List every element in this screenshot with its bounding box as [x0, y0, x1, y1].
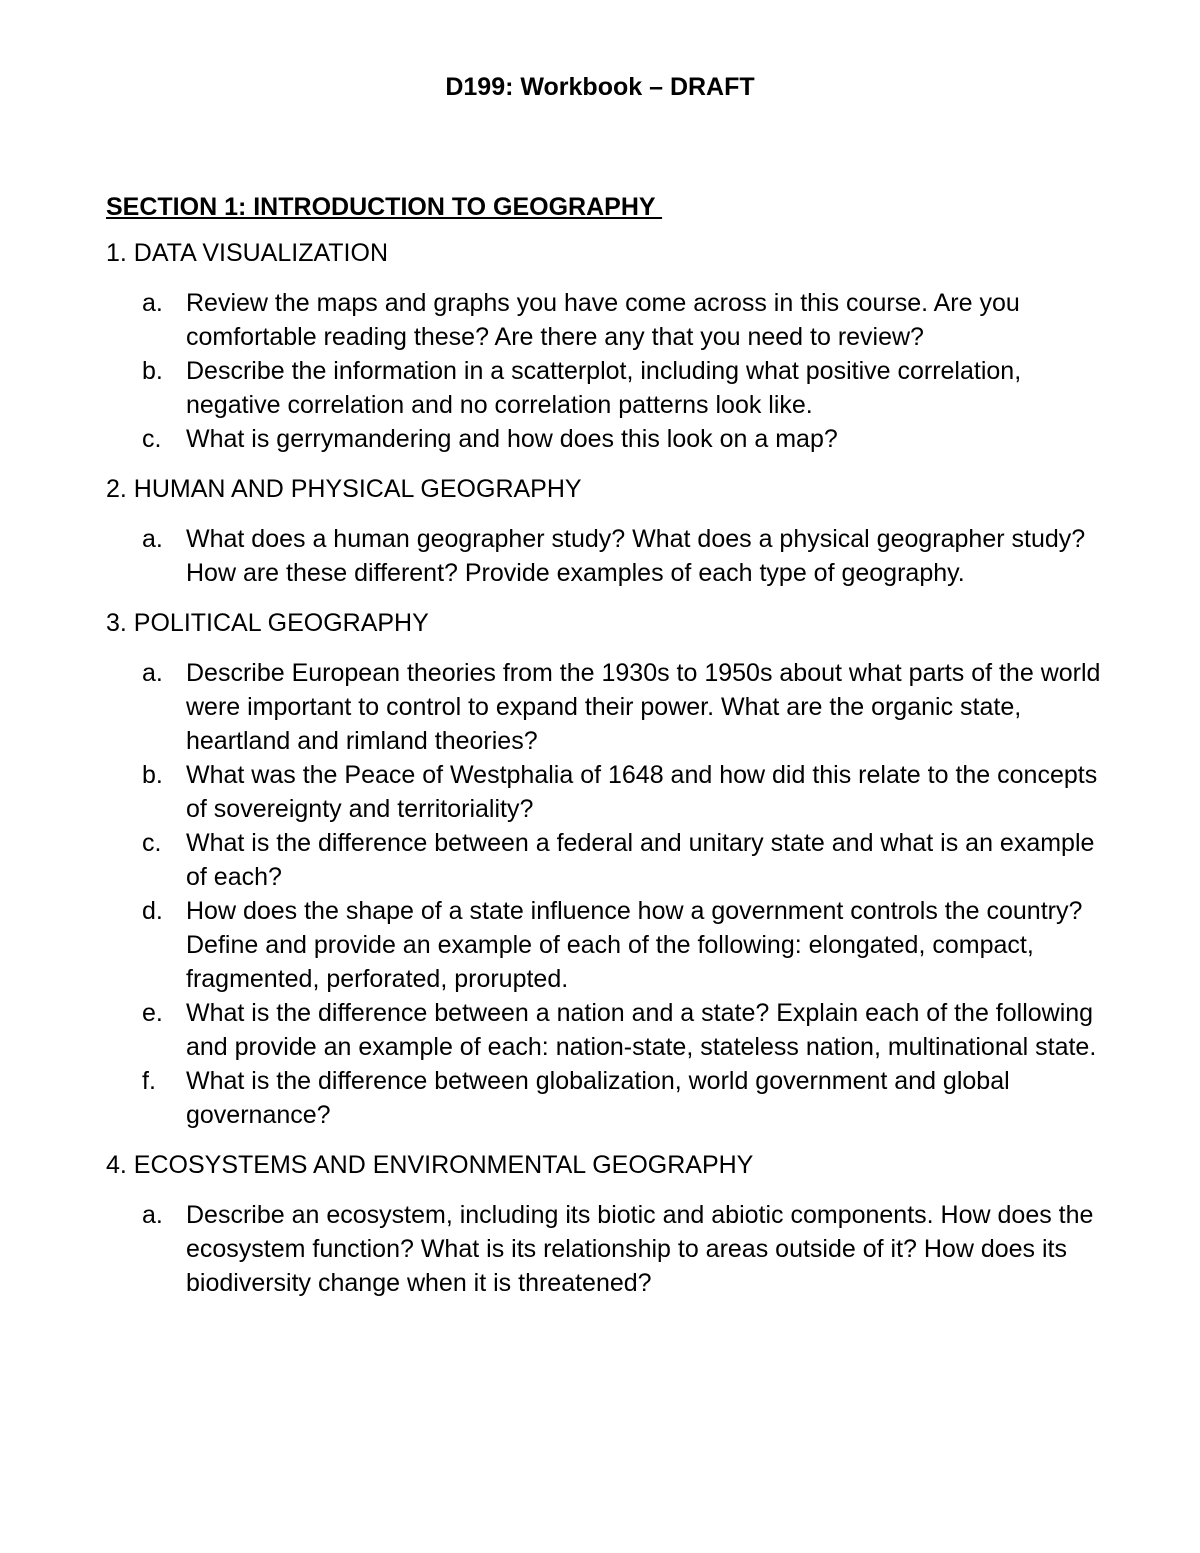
- question-list: [106, 1198, 1106, 1300]
- question-item: [106, 996, 1106, 1064]
- question-item: [106, 758, 1106, 826]
- question-text: Review the maps and graphs you have come across in this course. Are you comfortable reading these? Are there any that you need to review?: [186, 289, 1020, 351]
- question-item: [106, 826, 1106, 894]
- section-heading: SECTION 1: INTRODUCTION TO GEOGRAPHY: [106, 193, 663, 221]
- topic-heading: 1. DATA VISUALIZATION: [106, 239, 389, 267]
- question-text: What is gerrymandering and how does this look on a map?: [186, 425, 838, 453]
- topic-human-physical-geography: [106, 472, 1106, 590]
- question-item: [106, 656, 1106, 758]
- question-letter: a.: [142, 525, 163, 553]
- question-list: [106, 656, 1106, 1132]
- question-item: [106, 354, 1106, 422]
- question-list: [106, 286, 1106, 456]
- question-item: [106, 422, 1106, 456]
- question-letter: b.: [142, 357, 163, 385]
- document-title: D199: Workbook – DRAFT: [445, 73, 755, 101]
- question-letter: a.: [142, 659, 163, 687]
- question-item: [106, 1198, 1106, 1300]
- topic-heading: 3. POLITICAL GEOGRAPHY: [106, 609, 429, 637]
- topic-political-geography: [106, 606, 1106, 1132]
- question-text: What was the Peace of Westphalia of 1648 and how did this relate to the concepts of sovereignty and territoriality?: [186, 761, 1098, 823]
- question-letter: e.: [142, 999, 163, 1027]
- question-text: Describe an ecosystem, including its biotic and abiotic components. How does the ecosystem function? What is its relationship to areas outside of it? How does its biodiversity change when it is threatened?: [186, 1201, 1094, 1297]
- question-letter: c.: [142, 425, 162, 453]
- question-text: What does a human geographer study? What does a physical geographer study? How are these different? Provide examples of each type of geography.: [186, 525, 1086, 587]
- question-item: [106, 286, 1106, 354]
- question-letter: b.: [142, 761, 163, 789]
- question-text: Describe European theories from the 1930s to 1950s about what parts of the world were important to control to expand their power. What are the organic state, heartland and rimland theories?: [186, 659, 1101, 755]
- topic-heading: 2. HUMAN AND PHYSICAL GEOGRAPHY: [106, 475, 582, 503]
- question-letter: f.: [142, 1067, 156, 1095]
- question-list: [106, 522, 1106, 590]
- question-item: [106, 522, 1106, 590]
- question-text: Describe the information in a scatterplot, including what positive correlation, negative correlation and no correlation patterns look like.: [186, 357, 1022, 419]
- question-text: What is the difference between globalization, world government and global governance?: [186, 1067, 1010, 1129]
- question-item: [106, 1064, 1106, 1132]
- document-body: [106, 190, 1106, 1316]
- question-text: How does the shape of a state influence how a government controls the country? Define and provide an example of each of the following: elongated, compact, fragmented, perforated, prorupted.: [186, 897, 1083, 993]
- topic-ecosystems-environmental-geography: [106, 1148, 1106, 1300]
- question-text: What is the difference between a nation and a state? Explain each of the following and provide an example of each: nation-state, stateless nation, multinational state.: [186, 999, 1097, 1061]
- question-text: What is the difference between a federal and unitary state and what is an example of each?: [186, 829, 1095, 891]
- question-letter: d.: [142, 897, 163, 925]
- topic-heading: 4. ECOSYSTEMS AND ENVIRONMENTAL GEOGRAPHY: [106, 1151, 754, 1179]
- question-item: [106, 894, 1106, 996]
- question-letter: a.: [142, 1201, 163, 1229]
- topic-data-visualization: [106, 236, 1106, 456]
- question-letter: c.: [142, 829, 162, 857]
- question-letter: a.: [142, 289, 163, 317]
